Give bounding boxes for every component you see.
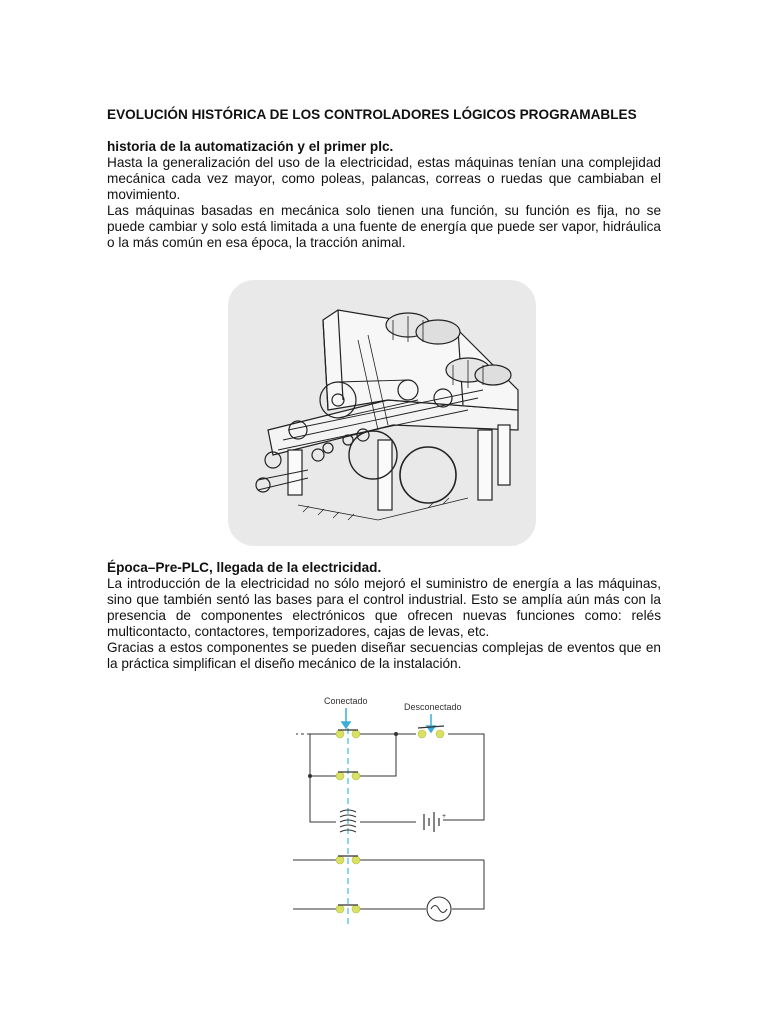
section-pre-plc xyxy=(107,560,661,672)
paragraph: Gracias a estos componentes se pueden diseñar secuencias complejas de eventos que en la práctica simplifican el diseño mecánico de la instalación. xyxy=(107,640,661,671)
paragraph: La introducción de la electricidad no sólo mejoró el suministro de energía a las máquinas, sino que también sentó las bases para el control industrial. Esto se amplía aún más con la presencia de componentes electrónicos que ofrecen nuevas funciones como: relés multicontacto, contactores, temporizadores, cajas de levas, etc. xyxy=(107,576,661,639)
contact-bars xyxy=(338,726,447,905)
ac-source-icon xyxy=(427,897,451,921)
paragraph: Las máquinas basadas en mecánica solo tienen una función, su función es fija, no se puede cambiar y solo está limitada a una fuente de energía que puede ser vapor, hidráulica o la más común en esa época, la tracción animal. xyxy=(107,203,661,250)
circuit-svg xyxy=(288,690,498,926)
paragraph: Hasta la generalización del uso de la electricidad, estas máquinas tenían una complejidad mecánica cada vez mayor, como poleas, palancas, correas o ruedas que cambiaban el movimiento. xyxy=(107,155,661,202)
label-connected: Conectado xyxy=(324,696,368,706)
loom-machine-drawing xyxy=(228,280,536,546)
battery-plus: + xyxy=(442,813,447,820)
section-history xyxy=(107,139,661,251)
label-disconnected: Desconectado xyxy=(404,702,462,712)
machine-illustration xyxy=(228,280,536,546)
section-heading: Época–Pre-PLC, llegada de la electricidad. xyxy=(107,560,382,575)
document-title: EVOLUCIÓN HISTÓRICA DE LOS CONTROLADORES LÓGICOS PROGRAMABLES xyxy=(107,107,637,122)
section-heading: historia de la automatización y el primer plc. xyxy=(107,139,394,154)
battery-icon xyxy=(424,812,439,832)
relay-circuit-diagram xyxy=(288,690,498,926)
circuit-wires xyxy=(293,734,484,909)
